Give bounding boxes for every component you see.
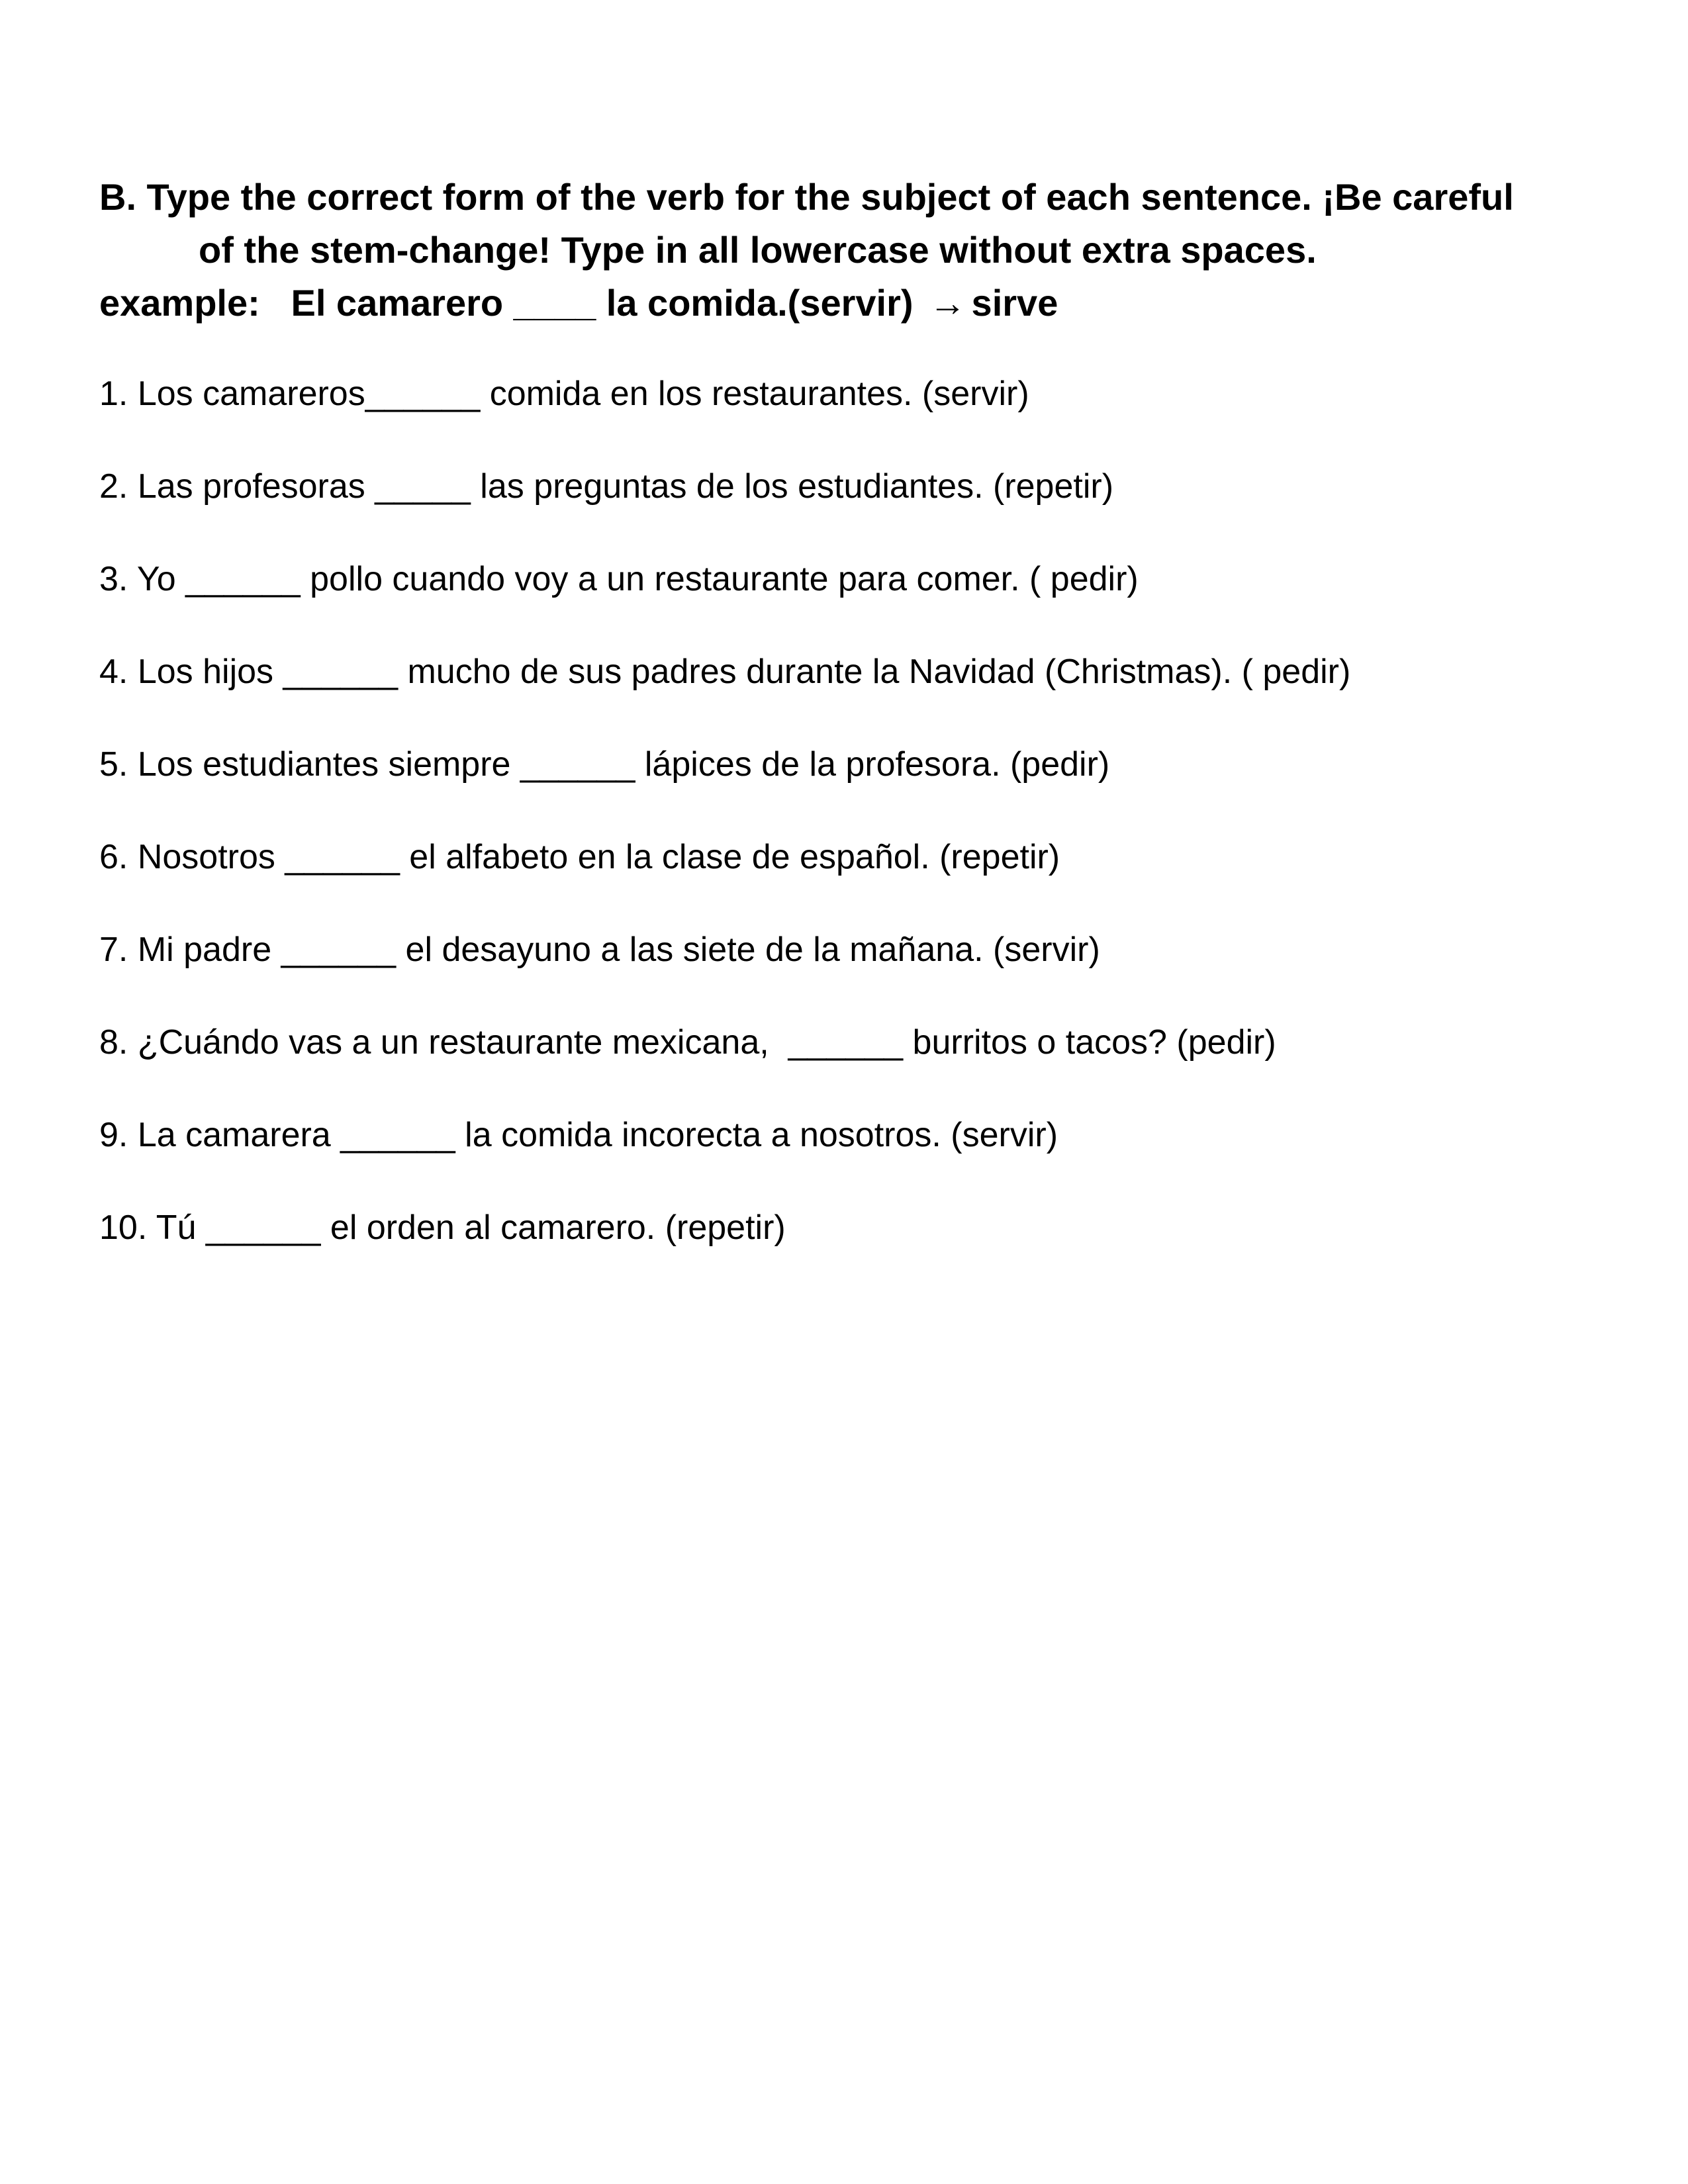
example-line: [99, 277, 1609, 330]
question-3: 3. Yo ______ pollo cuando voy a un restaurante para comer. ( pedir): [99, 560, 1139, 598]
question-4: 4. Los hijos ______ mucho de sus padres durante la Navidad (Christmas). ( pedir): [99, 653, 1351, 691]
question-9: 9. La camarera ______ la comida incorecta a nosotros. (servir): [99, 1116, 1058, 1154]
question-5: 5. Los estudiantes siempre ______ lápices de la profesora. (pedir): [99, 745, 1110, 784]
question-8: 8. ¿Cuándo vas a un restaurante mexicana, ______ burritos o tacos? (pedir): [99, 1023, 1276, 1062]
question-1: 1. Los camareros______ comida en los restaurantes. (servir): [99, 375, 1029, 413]
instructions-line-1: B. Type the correct form of the verb for the subject of each sentence. ¡Be careful: [99, 176, 1514, 218]
question-10: 10. Tú ______ el orden al camarero. (repetir): [99, 1208, 786, 1247]
instructions-line-2: of the stem-change! Type in all lowercase without extra spaces.: [199, 229, 1317, 271]
example-sentence: example: El camarero ____ la comida.(servir): [99, 282, 914, 324]
question-6: 6. Nosotros ______ el alfabeto en la clase de español. (repetir): [99, 838, 1060, 876]
example-answer: sirve: [971, 282, 1058, 324]
instructions-block: [99, 171, 1609, 330]
arrow-right-icon: →: [929, 282, 966, 324]
question-7: 7. Mi padre ______ el desayuno a las siete de la mañana. (servir): [99, 931, 1100, 969]
question-2: 2. Las profesoras _____ las preguntas de los estudiantes. (repetir): [99, 467, 1114, 506]
question-list: [99, 374, 1609, 1300]
